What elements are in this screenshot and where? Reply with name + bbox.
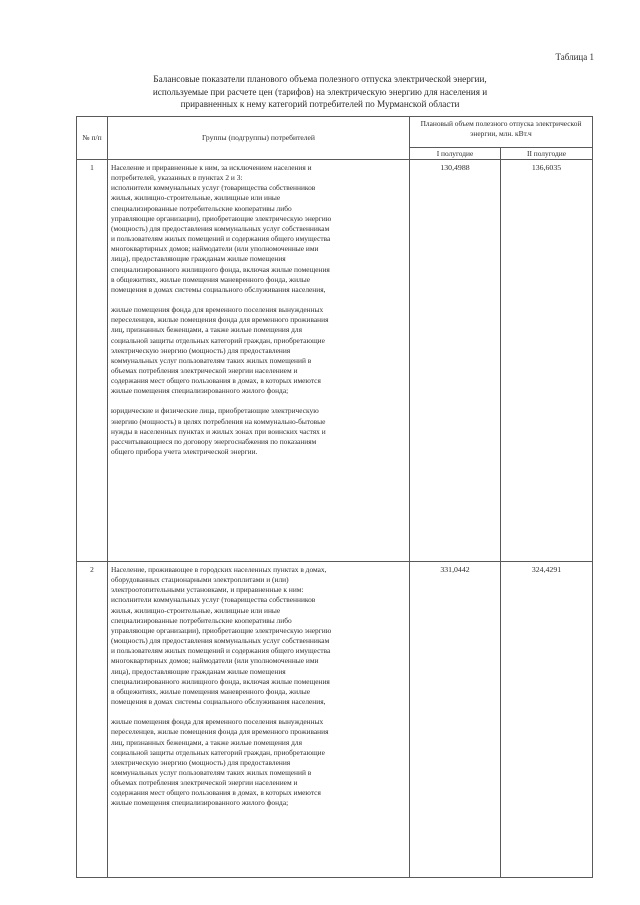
description-paragraph: жилые помещения фонда для временного поселения вынужденных переселенцев, жилые помещения фонда для временного проживания лиц, признанных беженцами, а также жилые помещения для социальной защиты отдельных категорий граждан, приобретающие электрическую энергию (мощность) для предоставления коммунальных услуг пользователям таких жилых помещений в объемах потребления электрической энергии населением и содержания мест общего пользования в домах, в которых имеются жилые помещения специализированного жилого фонда; <box>111 305 329 396</box>
value-half2: 324,4291 <box>501 562 593 878</box>
table-header-row <box>77 117 593 148</box>
title-line: Балансовые показатели планового объема полезного отпуска электрической энергии, <box>153 74 487 84</box>
description-paragraph: Население, проживающее в городских населенных пунктах в домах, оборудованных стационарными электроплитами и (или) электроотопительными установками, и приравненные к ним: исполнители коммунальных услуг (товарищества собственников жилья, жилищно-строительные, жилищные или иные специализированные потребительские кооперативы либо управляющие организации), приобретающие электрическую энергию (мощность) для предоставления коммунальных услуг собственникам и пользователям жилых помещений и содержания общего имущества многоквартирных домов; наймодатели (или уполномоченные ими лица), предоставляющие гражданам жилые помещения специализированного жилищного фонда, включая жилые помещения в общежитиях, жилые помещения маневренного фонда, жилые помещения в домах системы социального обслуживания населения, <box>111 565 332 707</box>
value-half1: 130,4988 <box>410 160 501 562</box>
row-description <box>108 562 410 878</box>
value-half2: 136,6035 <box>501 160 593 562</box>
description-paragraph: Население и приравненные к ним, за исключением населения и потребителей, указанных в пунктах 2 и 3: исполнители коммунальных услуг (товарищества собственников жилья, жилищно-строительные, жилищные или иные специализированные потребительские кооперативы либо управляющие организации), приобретающие электрическую энергию (мощность) для предоставления коммунальных услуг собственникам и пользователям жилых помещений и содержания общего имущества многоквартирных домов; наймодатели (или уполномоченные ими лица), предоставляющие гражданам жилые помещения специализированного жилищного фонда, включая жилые помещения в общежитиях, жилые помещения маневренного фонда, жилые помещения в домах системы социального обслуживания населения, <box>111 163 332 294</box>
title-line: используемые при расчете цен (тарифов) на электрическую энергию для населения и <box>152 86 488 97</box>
table-row <box>77 160 593 562</box>
header-half1: I полугодие <box>410 148 501 160</box>
value-half1: 331,0442 <box>410 562 501 878</box>
header-volume: Плановый объем полезного отпуска электрической энергии, млн. кВт.ч <box>410 117 593 148</box>
row-number: 2 <box>77 562 108 878</box>
description-paragraph: юридические и физические лица, приобретающие электрическую энергию (мощность) в целях потребления на коммунально-бытовые нужды в населенных пунктах и жилых зонах при воинских частях и рассчитывающиеся по договору энергоснабжения по показаниям общего прибора учета электрической энергии. <box>111 406 326 457</box>
header-groups: Группы (подгруппы) потребителей <box>108 117 410 160</box>
balance-table <box>76 116 593 878</box>
description-paragraph: жилые помещения фонда для временного поселения вынужденных переселенцев, жилые помещения фонда для временного проживания лиц, признанных беженцами, а также жилые помещения для социальной защиты отдельных категорий граждан, приобретающие электрическую энергию (мощность) для предоставления коммунальных услуг пользователям таких жилых помещений в объемах потребления электрической энергии населением и содержания мест общего пользования в домах, в которых имеются жилые помещения специализированного жилого фонда; <box>111 717 329 808</box>
header-half2: II полугодие <box>501 148 593 160</box>
row-description <box>108 160 410 562</box>
title-line: приравненных к нему категорий потребителей по Мурманской области <box>180 99 460 109</box>
table-row <box>77 562 593 878</box>
header-num: № п/п <box>77 117 108 160</box>
document-title <box>100 73 540 111</box>
table-number: Таблица 1 <box>555 52 594 62</box>
row-number: 1 <box>77 160 108 562</box>
